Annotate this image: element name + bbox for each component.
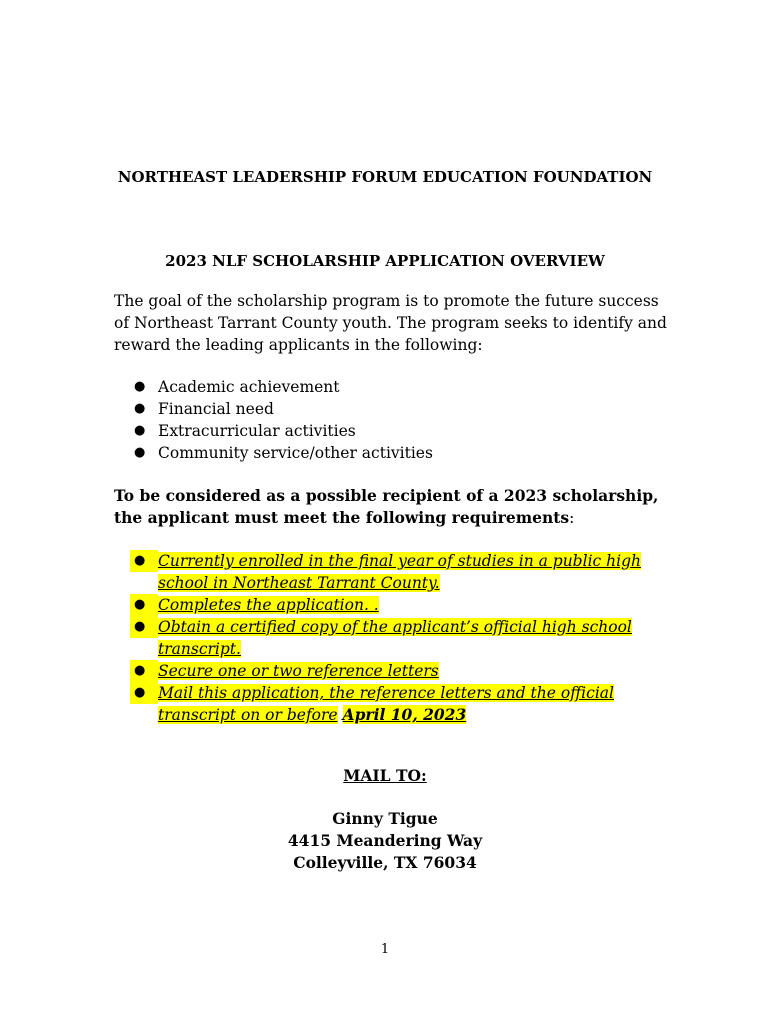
address-name: Ginny Tigue [332,809,438,828]
requirement-text: Currently enrolled in the final year of studies in a public high school in Northeast Tarrant County. [158,552,641,592]
bullet-icon: ● [134,401,146,416]
requirements-heading [114,485,674,529]
list-item [114,550,674,594]
list-item [114,420,674,442]
criteria-label: Financial need [158,400,274,418]
address-city: Colleyville, TX 76034 [293,853,477,872]
requirements-list [114,550,674,726]
list-item [114,660,674,682]
criteria-label: Extracurricular activities [158,422,356,440]
requirement-text: Mail this application, the reference letters and the official transcript on or before [158,684,614,724]
mail-to-label: MAIL TO: [343,766,427,785]
criteria-list [114,376,674,464]
organization-title: NORTHEAST LEADERSHIP FORUM EDUCATION FOUNDATION [117,168,653,186]
document-title: 2023 NLF SCHOLARSHIP APPLICATION OVERVIEW [165,252,605,270]
intro-paragraph: The goal of the scholarship program is to promote the future success of Northeast Tarrant County youth. The program seeks to identify and reward the leading applicants in the following: [114,292,667,354]
requirements-heading-text: To be considered as a possible recipient of a 2023 scholarship, the applicant must meet the following requirements [114,486,659,527]
bullet-icon: ● [134,379,146,394]
bullet-icon: ● [134,553,146,568]
bullet-icon: ● [134,423,146,438]
list-item [114,442,674,464]
list-item [114,398,674,420]
list-item [114,682,674,726]
bullet-icon: ● [134,597,146,612]
page-number: 1 [380,942,390,957]
bullet-icon: ● [134,663,146,678]
criteria-label: Community service/other activities [158,444,433,462]
mailing-address [0,808,770,874]
bullet-icon: ● [134,685,146,700]
requirement-text: Completes the application. . [158,596,379,614]
bullet-icon: ● [134,445,146,460]
requirements-heading-colon: : [569,509,575,527]
deadline-date: April 10, 2023 [342,705,467,724]
criteria-label: Academic achievement [158,378,340,396]
requirement-text: Obtain a certified copy of the applicant’s official high school transcript. [158,618,632,658]
bullet-icon: ● [134,619,146,634]
address-street: 4415 Meandering Way [287,831,483,850]
list-item [114,376,674,398]
requirement-text: Secure one or two reference letters [158,662,439,680]
list-item [114,594,674,616]
list-item [114,616,674,660]
